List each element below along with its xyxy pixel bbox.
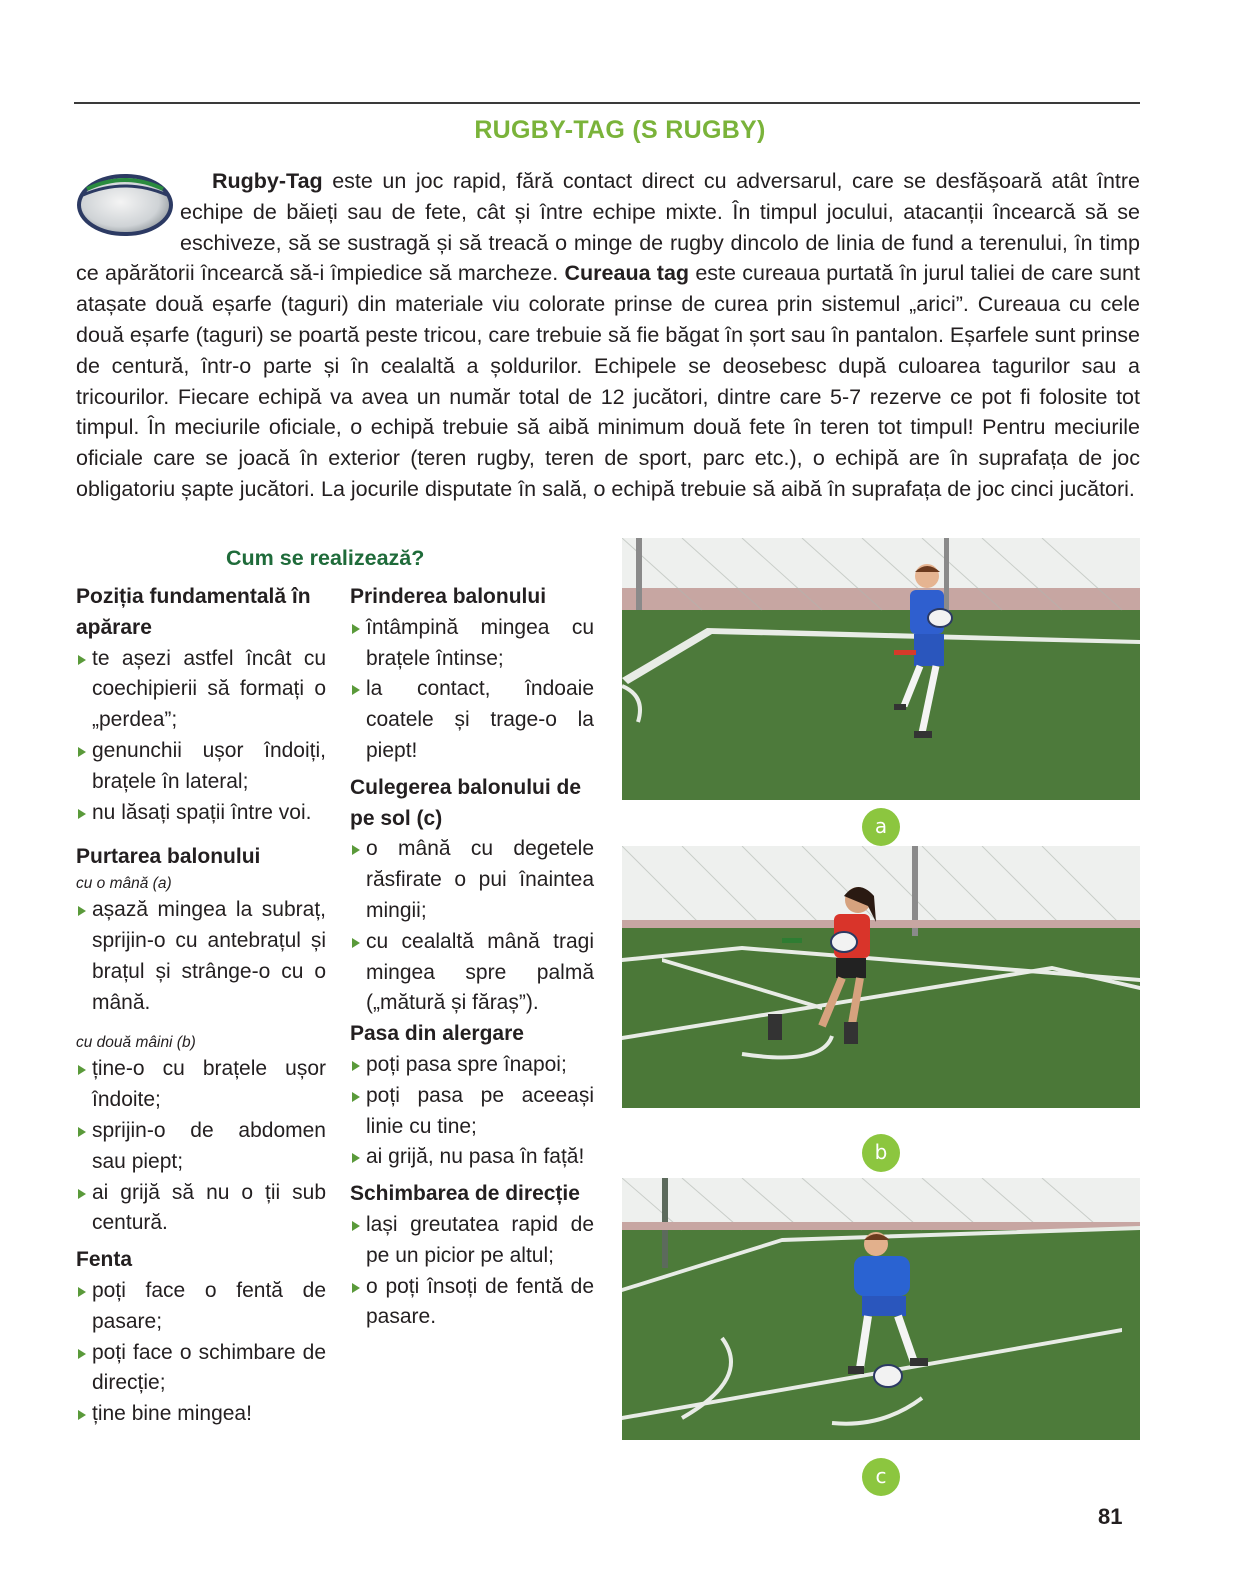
intro-paragraph — [76, 166, 1140, 505]
direction-list — [350, 1210, 594, 1333]
section-title-defense: Poziția fundamentală în apărare — [76, 585, 311, 639]
badge-b: b — [862, 1134, 900, 1172]
defense-list — [76, 644, 326, 829]
pass-list — [350, 1050, 594, 1173]
subtitle-two-hands: cu două mâini (b) — [76, 1034, 196, 1052]
list-item: poți pasa pe aceeași linie cu tine; — [350, 1081, 594, 1143]
list-item: ai grijă, nu pasa în față! — [350, 1142, 594, 1173]
section-title-feint: Fenta — [76, 1248, 133, 1272]
list-item: o mână cu degetele răsfirate o pui înaintea mingii; — [350, 834, 594, 926]
pickup-list — [350, 834, 594, 1019]
list-item: așază mingea la subraț, sprijin-o cu antebrațul și brațul și strânge-o cu o mână. — [76, 895, 326, 1018]
photo-c — [622, 1178, 1140, 1440]
section-title-pass: Pasa din alergare — [350, 1022, 524, 1046]
list-item: poți face o schimbare de direcție; — [76, 1338, 326, 1400]
list-item: întâmpină mingea cu brațele întinse; — [350, 613, 594, 675]
column-left — [76, 582, 326, 1430]
section-title-pickup: Culegerea balonului de pe sol (c) — [350, 775, 582, 830]
list-item: sprijin-o de abdomen sau piept; — [76, 1116, 326, 1178]
list-item: nu lăsați spații între voi. — [76, 798, 326, 829]
photo-b — [622, 846, 1140, 1108]
intro-text-2: este cureaua purtată în jurul taliei de care sunt atașate două eșarfe (taguri) din materiale viu colorate prinse de curea prin sistemul „arici”. Cureaua cu cele două eșarfe (taguri) se poartă peste tricou, care trebuie să fie băgat în șort sau în pantalon. Eșarfele sunt prinse de centură, într-o parte și în cealaltă a șoldurilor. Echipele se deosebesc după culoarea tagurilor sau a tricourilor. Fiecare echipă va avea un număr total de 12 jucători, dintre care 5-7 rezerve ce pot fi folosite tot timpul. În meciurile oficiale, o echipă trebuie să aibă minimum două fete în teren tot timpul! Pentru meciurile oficiale care se joacă în exterior (teren rugby, teren de sport, parc etc.), o echipă are în suprafața de joc obligatoriu șapte jucători. La jocurile disputate în sală, o echipă trebuie să aibă în suprafața de joc cinci jucători. — [76, 261, 1140, 501]
list-item: te așezi astfel încât cu coechipierii să formați o „perdea”; — [76, 644, 326, 736]
top-rule — [74, 102, 1140, 104]
list-item: poți pasa spre înapoi; — [350, 1050, 594, 1081]
section-title-catch: Prinderea balonului — [350, 585, 547, 608]
section-title-carry: Purtarea balonului — [76, 845, 261, 869]
list-item: ține-o cu brațele ușor îndoite; — [76, 1054, 326, 1116]
list-item: o poți însoți de fentă de pasare. — [350, 1272, 594, 1334]
list-item: ai grijă să nu o ții sub centură. — [76, 1178, 326, 1240]
list-item: ține bine mingea! — [76, 1399, 326, 1430]
list-item: poți face o fentă de pasare; — [76, 1276, 326, 1338]
carry-two-list — [76, 1054, 326, 1239]
section-title-direction: Schimbarea de direcție — [350, 1182, 580, 1206]
page-title: RUGBY-TAG (S RUGBY) — [474, 116, 766, 144]
column-middle — [350, 582, 594, 1333]
intro-bold-2: Cureaua tag — [564, 261, 690, 286]
subtitle-one-hand: cu o mână (a) — [76, 875, 172, 893]
photo-a — [622, 538, 1140, 800]
list-item: genunchii ușor îndoiți, brațele în lateral; — [76, 736, 326, 798]
list-item: lași greutatea rapid de pe un picior pe altul; — [350, 1210, 594, 1272]
intro-text-1: este un joc rapid, fără contact direct cu adversarul, care se desfășoară atât între echipe de băieți sau de fete, cât și între echipe mixte. În timpul jocului, atacanții încearcă să se eschiveze, să se sustragă și să treacă o minge de rugby dincolo de linia de fund a terenului, în timp ce apărătorii încearcă să-i împiedice să marcheze. — [76, 169, 1140, 286]
catch-list — [350, 613, 594, 767]
carry-one-list — [76, 895, 326, 1018]
list-item: cu cealaltă mână tragi mingea spre palmă („mătură și făraș”). — [350, 927, 594, 1019]
feint-list — [76, 1276, 326, 1430]
list-item: la contact, îndoaie coatele și trage-o la piept! — [350, 674, 594, 766]
page-number: 81 — [1098, 1504, 1123, 1529]
badge-a: a — [862, 808, 900, 846]
intro-lead-bold: Rugby-Tag — [212, 169, 323, 193]
badge-c: c — [862, 1458, 900, 1496]
how-title: Cum se realizează? — [226, 546, 425, 570]
